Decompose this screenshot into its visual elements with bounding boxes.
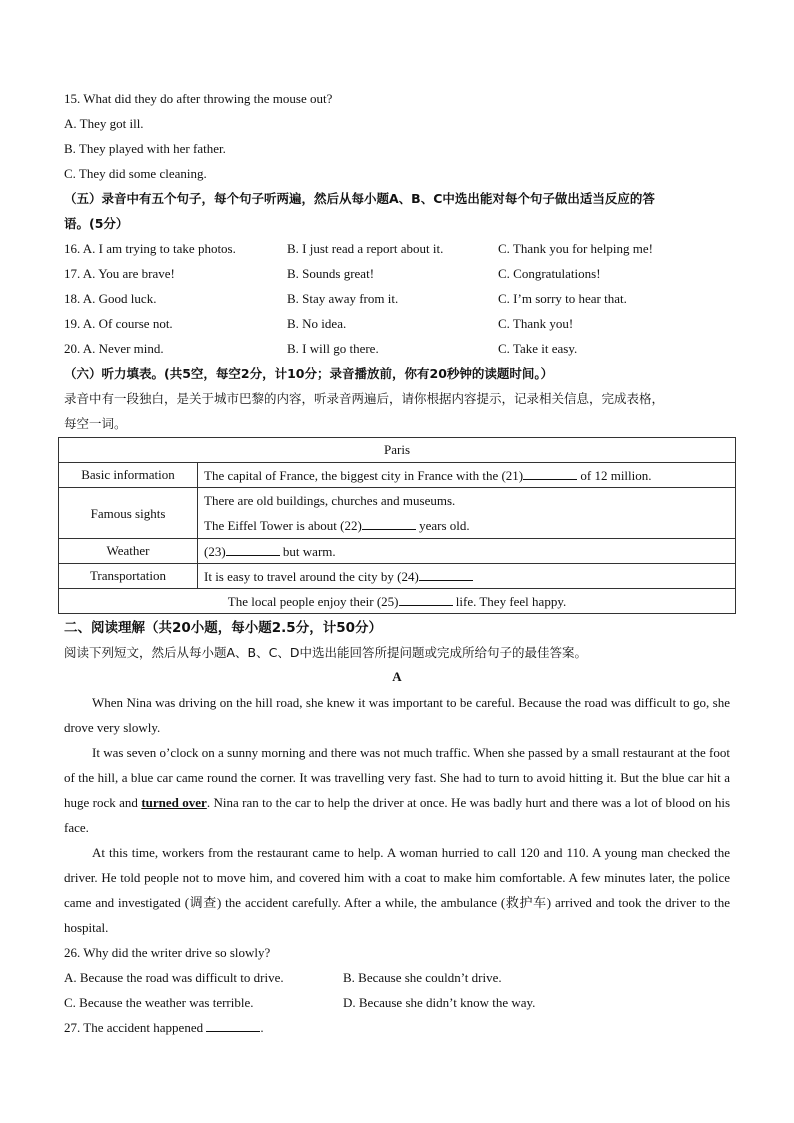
table-row — [59, 488, 736, 539]
local-people-cell — [59, 589, 736, 614]
famous-sights-cell — [198, 488, 736, 539]
q20-option-c: C. Take it easy. — [498, 341, 578, 356]
blank-25[interactable] — [399, 593, 453, 606]
q16-option-c: C. Thank you for helping me! — [498, 241, 654, 256]
table-row — [59, 564, 736, 589]
p2-text-end: . Nina ran to the car to help the driver at once. He was badly hurt and there was a lot of blood on his face. — [64, 795, 731, 835]
sights-line-2 — [204, 513, 729, 538]
q26-option-a: A. Because the road was difficult to drive. — [64, 970, 284, 985]
famous-sights-label: Famous sights — [59, 488, 198, 539]
q16-option-a: 16. A. I am trying to take photos. — [64, 241, 236, 256]
sights-line-2-text: The Eiffel Tower is about (22) — [204, 518, 362, 533]
q18-option-c: C. I’m sorry to hear that. — [498, 291, 627, 306]
blank-22[interactable] — [362, 517, 416, 530]
sights-line-1: There are old buildings, churches and museums. — [204, 493, 456, 508]
q20-option-b: B. I will go there. — [287, 341, 379, 356]
basic-info-label: Basic information — [59, 463, 198, 488]
blank-24[interactable] — [419, 568, 473, 581]
blank-23[interactable] — [226, 543, 280, 556]
q17-option-b: B. Sounds great! — [287, 266, 375, 281]
passage-paragraph-3: At this time, workers from the restaurant came to help. A woman hurried to call 120 and 110. A young man checked the driver. He told people not to move him, and covered him with a coat to make him comfortable. A few minutes later, the police came and investigated (调查) the accident carefully. After a while, the ambulance (救护车) arrived and took the driver to the hospital. — [64, 845, 730, 935]
q17-option-a: 17. A. You are brave! — [64, 266, 175, 281]
blank-27[interactable] — [206, 1019, 260, 1032]
weather-text: (23) — [204, 543, 226, 559]
paris-info-table — [58, 437, 736, 614]
table-title: Paris — [59, 438, 736, 463]
p2-text: It was seven o’clock on a sunny morning and there was not much traffic. When she passed by a small restaurant at the foot of the hill, a blue car came round the corner. It was travelling very fast. She had to turn to avoid hitting it. But the blue car hit a huge rock and — [64, 745, 730, 810]
passage-label: A — [392, 669, 402, 684]
section5-heading-2: 语。(5分） — [64, 216, 129, 231]
reading-instruction: 阅读下列短文，然后从每小题A、B、C、D中选出能回答所提问题或完成所给句子的最佳答案。 — [64, 645, 587, 660]
q27-end: . — [260, 1020, 264, 1035]
weather-cell — [198, 539, 736, 564]
underlined-phrase: turned over — [141, 795, 207, 810]
table-row — [59, 463, 736, 488]
section6-instruction-2: 每空一词。 — [64, 416, 127, 431]
transportation-label: Transportation — [59, 564, 198, 589]
local-text: The local people enjoy their (25) — [227, 593, 399, 609]
blank-21[interactable] — [523, 467, 577, 480]
basic-info-text-end: of 12 million. — [577, 467, 652, 483]
q26-option-c: C. Because the weather was terrible. — [64, 995, 254, 1010]
local-text-end: life. They feel happy. — [452, 593, 567, 609]
q26-option-d: D. Because she didn’t know the way. — [343, 995, 536, 1010]
passage-paragraph-2 — [64, 740, 730, 840]
transport-text: It is easy to travel around the city by (24) — [204, 568, 419, 584]
basic-info-cell — [198, 463, 736, 488]
section5-heading-1: （五）录音中有五个句子，每个句子听两遍，然后从每小题A、B、C中选出能对每个句子做出适当反应的答 — [64, 191, 655, 206]
table-row — [59, 539, 736, 564]
q15-option-b: B. They played with her father. — [64, 141, 226, 156]
q19-option-c: C. Thank you! — [498, 316, 574, 331]
q27-text: 27. The accident happened — [64, 1020, 207, 1035]
basic-info-text: The capital of France, the biggest city in France with the (21) — [204, 467, 524, 483]
q18-option-a: 18. A. Good luck. — [64, 291, 157, 306]
sights-line-2-end: years old. — [415, 518, 470, 533]
q15-option-a: A. They got ill. — [64, 116, 144, 131]
transportation-cell — [198, 564, 736, 589]
question-15: 15. What did they do after throwing the mouse out? — [64, 91, 333, 106]
section6-heading: （六）听力填表。(共5空，每空2分，计10分；录音播放前，你有20秒钟的读题时间。） — [64, 366, 554, 381]
table-row — [59, 589, 736, 614]
q18-option-b: B. Stay away from it. — [287, 291, 399, 306]
weather-text-end: but warm. — [279, 543, 336, 559]
table-row — [59, 438, 736, 463]
q19-option-b: B. No idea. — [287, 316, 347, 331]
reading-heading: 二、阅读理解（共20小题，每小题2.5分，计50分） — [64, 620, 382, 636]
q26-option-b: B. Because she couldn’t drive. — [343, 970, 502, 985]
q15-option-c: C. They did some cleaning. — [64, 166, 207, 181]
q16-option-b: B. I just read a report about it. — [287, 241, 444, 256]
q17-option-c: C. Congratulations! — [498, 266, 601, 281]
section6-instruction-1: 录音中有一段独白，是关于城市巴黎的内容，听录音两遍后，请你根据内容提示，记录相关信息，完成表格， — [64, 391, 665, 406]
q19-option-a: 19. A. Of course not. — [64, 316, 173, 331]
weather-label: Weather — [59, 539, 198, 564]
question-27 — [64, 1019, 264, 1037]
passage-paragraph-1: When Nina was driving on the hill road, she knew it was important to be careful. Because the road was difficult to go, she drove very slowly. — [64, 695, 730, 735]
q20-option-a: 20. A. Never mind. — [64, 341, 164, 356]
question-26: 26. Why did the writer drive so slowly? — [64, 945, 271, 960]
